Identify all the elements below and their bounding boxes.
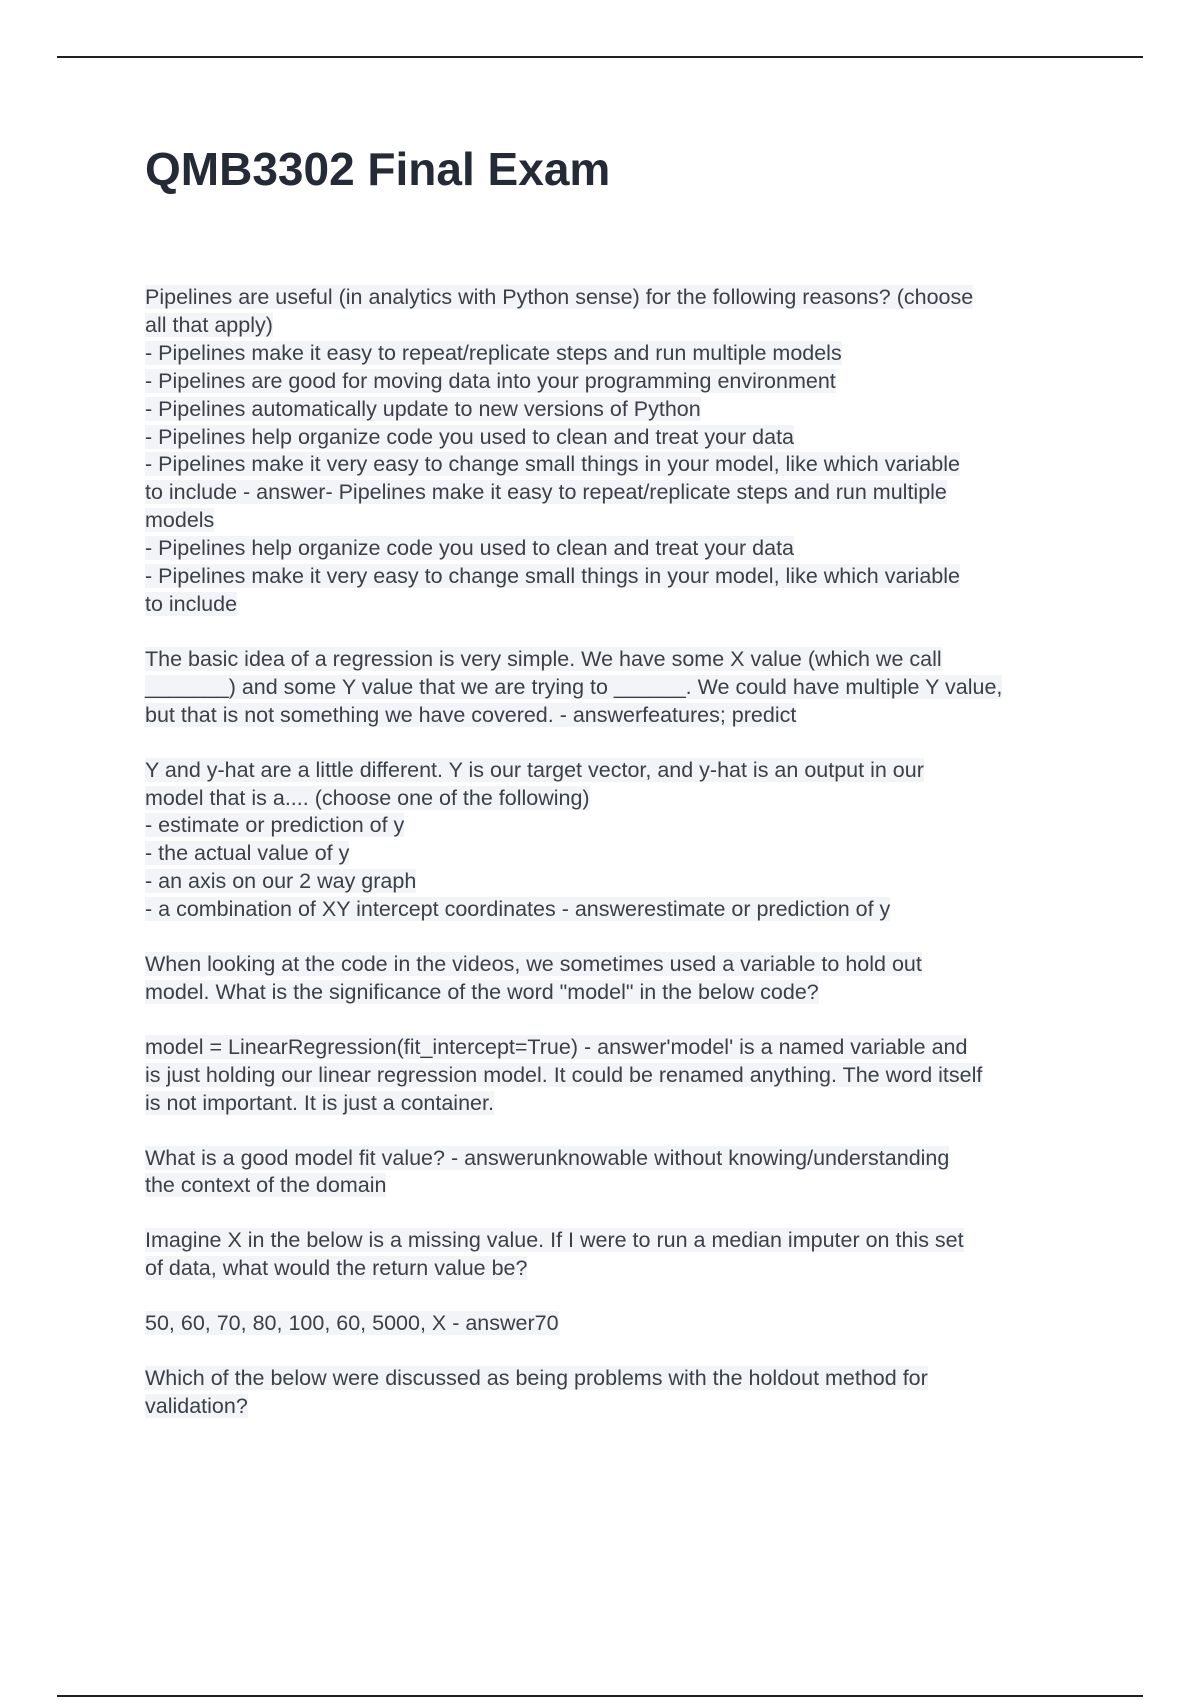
text-line bbox=[145, 896, 1090, 924]
qa-block bbox=[145, 1365, 1090, 1421]
top-rule bbox=[57, 56, 1143, 58]
text-line-content: - Pipelines make it very easy to change small things in your model, like which variable bbox=[145, 452, 960, 477]
qa-block bbox=[145, 757, 1090, 924]
text-line bbox=[145, 1062, 1090, 1090]
text-line-content: model. What is the significance of the word "model" in the below code? bbox=[145, 979, 819, 1004]
text-line bbox=[145, 1393, 1090, 1421]
text-line-content: Pipelines are useful (in analytics with Python sense) for the following reasons? (choose bbox=[145, 285, 974, 309]
text-line-content: Imagine X in the below is a missing value. If I were to run a median imputer on this set bbox=[145, 1228, 964, 1253]
text-line bbox=[145, 646, 1090, 674]
text-line-content: - a combination of XY intercept coordinates - answerestimate or prediction of y bbox=[145, 897, 891, 922]
text-line-content: - Pipelines make it easy to repeat/replicate steps and run multiple models bbox=[145, 340, 842, 365]
text-line bbox=[145, 951, 1090, 979]
text-line-content: - an axis on our 2 way graph bbox=[145, 869, 417, 894]
text-line bbox=[145, 1365, 1090, 1393]
text-line bbox=[145, 479, 1090, 507]
text-line bbox=[145, 535, 1090, 563]
text-line-content: models bbox=[145, 508, 215, 533]
document-body bbox=[145, 284, 1090, 1448]
text-line-content: validation? bbox=[145, 1394, 248, 1418]
qa-block bbox=[145, 951, 1090, 1007]
qa-block bbox=[145, 1227, 1090, 1283]
text-line bbox=[145, 702, 1090, 730]
text-line bbox=[145, 284, 1090, 312]
text-line bbox=[145, 840, 1090, 868]
text-line-content: - Pipelines automatically update to new versions of Python bbox=[145, 396, 701, 421]
text-line bbox=[145, 1090, 1090, 1118]
text-line bbox=[145, 757, 1090, 785]
text-line bbox=[145, 591, 1090, 619]
qa-block bbox=[145, 284, 1090, 619]
text-line-content: is just holding our linear regression model. It could be renamed anything. The word itself bbox=[145, 1062, 983, 1087]
text-line bbox=[145, 1310, 1090, 1338]
text-line-content: When looking at the code in the videos, we sometimes used a variable to hold out bbox=[145, 952, 922, 977]
text-line bbox=[145, 424, 1090, 452]
text-line bbox=[145, 1145, 1090, 1173]
text-line-content: is not important. It is just a container. bbox=[145, 1090, 494, 1115]
text-line-content: to include bbox=[145, 591, 238, 616]
text-line bbox=[145, 563, 1090, 591]
text-line-content: - the actual value of y bbox=[145, 841, 350, 866]
text-line-content: of data, what would the return value be? bbox=[145, 1256, 528, 1281]
text-line bbox=[145, 979, 1090, 1007]
text-line-content: - estimate or prediction of y bbox=[145, 813, 405, 838]
text-line bbox=[145, 785, 1090, 813]
text-line-content: - Pipelines help organize code you used to clean and treat your data bbox=[145, 536, 795, 561]
bottom-rule bbox=[57, 1695, 1143, 1697]
text-line-content: The basic idea of a regression is very simple. We have some X value (which we call bbox=[145, 646, 942, 671]
qa-block bbox=[145, 1145, 1090, 1201]
text-line bbox=[145, 674, 1090, 702]
text-line bbox=[145, 1227, 1090, 1255]
qa-block bbox=[145, 646, 1090, 730]
text-line-content: model that is a.... (choose one of the following) bbox=[145, 785, 590, 810]
text-line-content: all that apply) bbox=[145, 312, 273, 337]
text-line bbox=[145, 507, 1090, 535]
text-line-content: - Pipelines are good for moving data into your programming environment bbox=[145, 368, 836, 393]
text-line bbox=[145, 812, 1090, 840]
text-line bbox=[145, 368, 1090, 396]
text-line-content: 50, 60, 70, 80, 100, 60, 5000, X - answer70 bbox=[145, 1311, 559, 1336]
qa-block bbox=[145, 1310, 1090, 1338]
text-line-content: model = LinearRegression(fit_intercept=True) - answer'model' is a named variable and bbox=[145, 1034, 968, 1059]
text-line bbox=[145, 312, 1090, 340]
text-line-content: _______) and some Y value that we are trying to ______. We could have multiple Y value, bbox=[145, 674, 1003, 699]
text-line-content: but that is not something we have covered. - answerfeatures; predict bbox=[145, 702, 797, 727]
text-line bbox=[145, 1255, 1090, 1283]
qa-block bbox=[145, 1034, 1090, 1118]
text-line-content: the context of the domain bbox=[145, 1173, 387, 1198]
text-line bbox=[145, 396, 1090, 424]
text-line bbox=[145, 340, 1090, 368]
text-line-content: - Pipelines help organize code you used to clean and treat your data bbox=[145, 424, 795, 449]
text-line-content: to include - answer- Pipelines make it easy to repeat/replicate steps and run multiple bbox=[145, 480, 947, 505]
text-line-content: What is a good model fit value? - answerunknowable without knowing/understanding bbox=[145, 1145, 950, 1170]
text-line bbox=[145, 451, 1090, 479]
text-line bbox=[145, 868, 1090, 896]
document-title: QMB3302 Final Exam bbox=[145, 143, 611, 195]
text-line bbox=[145, 1172, 1090, 1200]
text-line-content: Which of the below were discussed as being problems with the holdout method for bbox=[145, 1366, 928, 1391]
text-line-content: - Pipelines make it very easy to change small things in your model, like which variable bbox=[145, 564, 960, 589]
text-line-content: Y and y-hat are a little different. Y is our target vector, and y-hat is an output in our bbox=[145, 757, 924, 782]
text-line bbox=[145, 1034, 1090, 1062]
